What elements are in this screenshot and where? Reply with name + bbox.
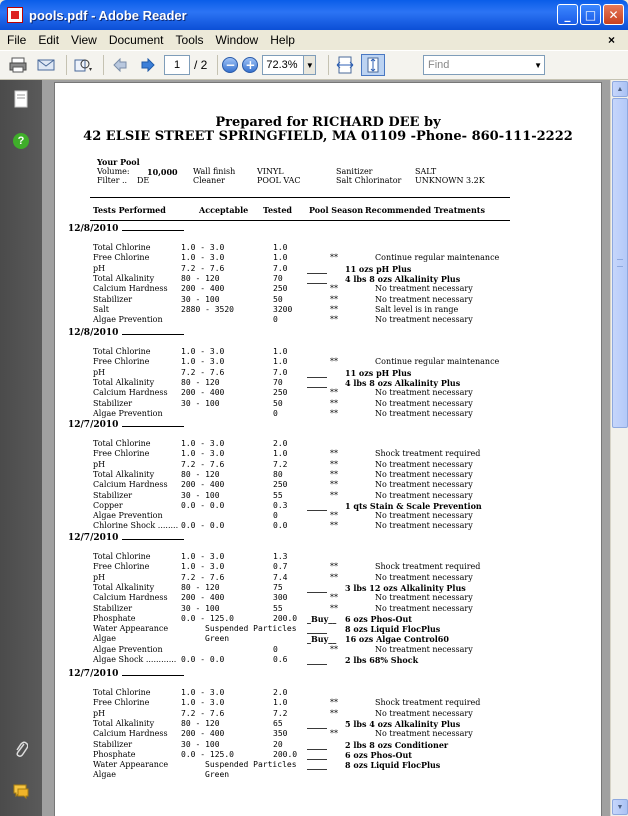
test-name: Water Appearance xyxy=(93,760,169,770)
season-mark: ** xyxy=(330,644,338,654)
toolbar xyxy=(0,50,628,80)
acceptable-range: 30 - 100 xyxy=(181,739,220,749)
season-mark: _____ xyxy=(307,739,327,750)
document-close-button[interactable]: × xyxy=(607,33,615,47)
chlorinator-value: UNKNOWN 3.2K xyxy=(415,176,485,185)
test-name: Stabilizer xyxy=(93,739,133,749)
tested-value: 0 xyxy=(273,644,278,654)
test-name: Stabilizer xyxy=(93,603,133,613)
date-text: 12/7/2010 xyxy=(68,420,119,430)
tested-value: 65 xyxy=(273,718,283,728)
maximize-button[interactable]: □ xyxy=(580,4,601,25)
tested-value: 0 xyxy=(273,408,278,418)
tested-value: 1.0 xyxy=(273,357,288,367)
test-name: pH xyxy=(93,708,106,718)
acceptable-range: 2880 - 3520 xyxy=(181,304,234,314)
season-mark: _Buy__ xyxy=(307,613,337,624)
previous-page-icon[interactable] xyxy=(108,54,132,76)
tested-value: 7.2 xyxy=(273,459,288,469)
wall-value: VINYL xyxy=(257,167,284,176)
tested-value: 1.3 xyxy=(273,552,288,561)
recommended-treatment: No treatment necessary xyxy=(375,315,473,325)
menu-edit[interactable]: Edit xyxy=(38,33,60,47)
date-underline xyxy=(122,419,184,427)
test-name: Free Chlorine xyxy=(93,562,150,572)
recommended-treatment: No treatment necessary xyxy=(375,459,473,469)
season-mark: ** xyxy=(330,708,338,718)
season-mark: _____ xyxy=(307,655,327,665)
season-mark: _____ xyxy=(307,377,327,388)
season-mark: _Buy__ xyxy=(307,634,337,645)
menu-help[interactable]: Help xyxy=(270,33,295,47)
acceptable-range: 0.0 - 125.0 xyxy=(181,613,234,623)
zoom-level-input[interactable]: 72.3% xyxy=(262,55,304,75)
tested-value: 0.6 xyxy=(273,655,288,664)
acceptable-range: 7.2 - 7.6 xyxy=(181,263,225,273)
cleaner-value: POOL VAC xyxy=(257,176,301,185)
page-total: / 2 xyxy=(194,58,208,72)
test-name: Total Alkalinity xyxy=(93,377,155,387)
zoom-in-icon[interactable]: + xyxy=(242,57,258,73)
test-name: Calcium Hardness xyxy=(93,593,168,603)
test-name: Total Alkalinity xyxy=(93,273,155,283)
season-mark: _____ xyxy=(307,263,327,274)
pages-icon[interactable] xyxy=(12,90,30,108)
find-input[interactable] xyxy=(423,55,545,75)
email-icon[interactable] xyxy=(34,54,58,76)
pool-heading: Your Pool xyxy=(97,157,140,167)
col-tested-header: Tested xyxy=(263,205,293,215)
season-mark: _____ xyxy=(307,749,327,760)
test-name: Total Alkalinity xyxy=(93,469,155,479)
cleaner-label: Cleaner xyxy=(193,176,225,185)
test-name: Calcium Hardness xyxy=(93,729,168,739)
recommended-treatment: No treatment necessary xyxy=(375,388,473,398)
toolbar-separator xyxy=(66,55,67,75)
recommended-treatment: 2 lbs 8 ozs Conditioner xyxy=(345,739,449,750)
test-name: Total Chlorine xyxy=(93,243,151,252)
tested-value: 2.0 xyxy=(273,688,288,697)
acceptable-range: 1.0 - 3.0 xyxy=(181,562,225,572)
scroll-down-icon[interactable]: ▼ xyxy=(612,799,628,815)
date-underline xyxy=(122,223,184,231)
acceptable-range: 1.0 - 3.0 xyxy=(181,552,225,561)
season-mark: ** xyxy=(330,294,338,304)
document-viewport[interactable] xyxy=(42,80,610,816)
recommended-treatment: 8 ozs Liquid FlocPlus xyxy=(345,760,441,771)
test-name: Algae Prevention xyxy=(93,315,163,325)
tested-value: 300 xyxy=(273,593,288,603)
recommended-treatment: 16 ozs Algae Control60 xyxy=(345,634,449,645)
tested-value: 1.0 xyxy=(273,243,288,252)
date-underline xyxy=(122,532,184,540)
find-placeholder: Find xyxy=(428,59,450,71)
zoom-out-icon[interactable]: − xyxy=(222,57,238,73)
fit-page-icon[interactable] xyxy=(361,54,385,76)
acceptable-range: 200 - 400 xyxy=(181,284,225,294)
season-mark: ** xyxy=(330,459,338,469)
acceptable-range: 7.2 - 7.6 xyxy=(181,459,225,469)
navigation-panel xyxy=(0,80,42,816)
test-name: Total Alkalinity xyxy=(93,718,155,728)
recommended-treatment: 11 ozs pH Plus xyxy=(345,367,412,378)
acceptable-range: Green xyxy=(205,634,230,644)
acceptable-range: 0.0 - 0.0 xyxy=(181,521,225,531)
recommended-treatment: No treatment necessary xyxy=(375,511,473,521)
comments-icon[interactable] xyxy=(12,782,30,800)
filter-value: DE xyxy=(137,176,150,185)
tested-value: 250 xyxy=(273,388,288,398)
season-mark: ** xyxy=(330,469,338,479)
acceptable-range: 7.2 - 7.6 xyxy=(181,367,225,377)
test-name: Algae xyxy=(93,634,116,644)
test-name: Total Chlorine xyxy=(93,439,151,448)
acceptable-range: 1.0 - 3.0 xyxy=(181,688,225,697)
season-mark: ** xyxy=(330,315,338,325)
tested-value: 0.7 xyxy=(273,562,288,572)
season-mark: _____ xyxy=(307,760,327,771)
tested-value: 55 xyxy=(273,490,283,500)
acceptable-range: Suspended Particles xyxy=(205,760,297,770)
col-tests-header: Tests Performed xyxy=(93,205,166,215)
menu-tools[interactable]: Tools xyxy=(175,33,204,47)
tested-value: 1.0 xyxy=(273,253,288,263)
acceptable-range: Green xyxy=(205,770,230,780)
recommended-treatment: No treatment necessary xyxy=(375,490,473,500)
title-bar xyxy=(0,0,628,30)
tested-value: 2.0 xyxy=(273,439,288,448)
season-mark: ** xyxy=(330,490,338,500)
season-mark: ** xyxy=(330,304,338,314)
tested-value: 50 xyxy=(273,294,283,304)
test-name: Copper xyxy=(93,500,123,510)
tested-value: 250 xyxy=(273,480,288,490)
acceptable-range: 80 - 120 xyxy=(181,273,220,283)
sanitizer-value: SALT xyxy=(415,167,437,176)
test-name: Total Chlorine xyxy=(93,688,151,697)
chlorinator-label: Salt Chlorinator xyxy=(336,176,402,185)
recommended-treatment: No treatment necessary xyxy=(375,408,473,418)
acceptable-range: 1.0 - 3.0 xyxy=(181,243,225,252)
date-text: 12/8/2010 xyxy=(68,328,119,338)
test-name: Salt xyxy=(93,304,110,314)
test-name: Algae Prevention xyxy=(93,644,163,654)
season-mark: ** xyxy=(330,388,338,398)
season-mark: ** xyxy=(330,572,338,582)
season-mark: _____ xyxy=(307,718,327,729)
next-page-icon[interactable] xyxy=(136,54,160,76)
season-mark: ** xyxy=(330,698,338,708)
season-mark: ** xyxy=(330,398,338,408)
season-mark: _____ xyxy=(307,582,327,593)
test-name: Free Chlorine xyxy=(93,357,150,367)
season-mark: ** xyxy=(330,408,338,418)
acceptable-range: 7.2 - 7.6 xyxy=(181,572,225,582)
acceptable-range: 30 - 100 xyxy=(181,490,220,500)
tested-value: 3200 xyxy=(273,304,293,314)
acceptable-range: 1.0 - 3.0 xyxy=(181,347,225,356)
recommended-treatment: No treatment necessary xyxy=(375,469,473,479)
season-mark: ** xyxy=(330,521,338,531)
header-top-rule xyxy=(90,197,510,198)
recommended-treatment: 3 lbs 12 ozs Alkalinity Plus xyxy=(345,582,466,593)
toolbar-separator xyxy=(103,55,104,75)
season-mark: ** xyxy=(330,729,338,739)
season-mark: _____ xyxy=(307,367,327,378)
date-text: 12/7/2010 xyxy=(68,669,119,679)
test-name: Phosphate xyxy=(93,749,136,759)
svg-text:▾: ▾ xyxy=(89,67,93,73)
scroll-up-icon[interactable]: ▲ xyxy=(612,81,628,97)
acceptable-range: 200 - 400 xyxy=(181,480,225,490)
test-name: Stabilizer xyxy=(93,294,133,304)
tested-value: 200.0 xyxy=(273,613,298,623)
acceptable-range: 200 - 400 xyxy=(181,593,225,603)
test-name: pH xyxy=(93,263,106,273)
col-recommended-header: Recommended Treatments xyxy=(365,205,485,215)
tested-value: 7.4 xyxy=(273,572,288,582)
address-heading: 42 ELSIE STREET SPRINGFIELD, MA 01109 -Phone- 860-111-2222 xyxy=(83,129,573,144)
tested-value: 350 xyxy=(273,729,288,739)
menu-document[interactable]: Document xyxy=(108,33,164,47)
acceptable-range: 1.0 - 3.0 xyxy=(181,253,225,263)
tested-value: 200.0 xyxy=(273,749,298,759)
acceptable-range: 30 - 100 xyxy=(181,294,220,304)
recommended-treatment: No treatment necessary xyxy=(375,603,473,613)
acceptable-range: 1.0 - 3.0 xyxy=(181,449,225,459)
recommended-treatment: No treatment necessary xyxy=(375,480,473,490)
season-mark: ** xyxy=(330,284,338,294)
test-name: pH xyxy=(93,459,106,469)
season-mark: ** xyxy=(330,562,338,572)
vertical-scrollbar[interactable] xyxy=(610,80,628,816)
sanitizer-label: Sanitizer xyxy=(336,167,373,176)
print-icon[interactable] xyxy=(6,54,30,76)
page-number-input[interactable]: 1 xyxy=(164,55,190,75)
season-mark: _____ xyxy=(307,273,327,284)
close-button[interactable]: ✕ xyxy=(603,4,624,25)
recommended-treatment: No treatment necessary xyxy=(375,572,473,582)
test-name: Free Chlorine xyxy=(93,253,150,263)
test-name: Algae Prevention xyxy=(93,511,163,521)
pdf-app-icon xyxy=(7,7,23,23)
tested-value: 75 xyxy=(273,582,283,592)
season-mark: _____ xyxy=(307,624,327,635)
acceptable-range: 30 - 100 xyxy=(181,603,220,613)
tested-value: 1.0 xyxy=(273,449,288,459)
menu-bar xyxy=(0,30,628,50)
test-name: Chlorine Shock ........ xyxy=(93,521,179,531)
recommended-treatment: 2 lbs 68% Shock xyxy=(345,655,419,665)
col-season-header: Pool Season xyxy=(309,205,364,215)
acceptable-range: Suspended Particles xyxy=(205,624,297,634)
minimize-button[interactable]: _ xyxy=(557,4,578,25)
tested-value: 80 xyxy=(273,469,283,479)
season-mark: _____ xyxy=(307,500,327,511)
volume-label: Volume: xyxy=(97,167,130,176)
test-name: pH xyxy=(93,572,106,582)
find-tool-icon[interactable] xyxy=(71,54,95,76)
pdf-page xyxy=(54,82,602,816)
date-underline xyxy=(122,327,184,335)
toolbar-separator xyxy=(217,55,218,75)
season-mark: ** xyxy=(330,603,338,613)
menu-view[interactable]: View xyxy=(71,33,97,47)
tested-value: 250 xyxy=(273,284,288,294)
acceptable-range: 1.0 - 3.0 xyxy=(181,357,225,367)
recommended-treatment: 6 ozs Phos-Out xyxy=(345,613,412,624)
acceptable-range: 80 - 120 xyxy=(181,377,220,387)
recommended-treatment: 4 lbs 8 ozs Alkalinity Plus xyxy=(345,273,461,284)
test-name: Total Chlorine xyxy=(93,552,151,561)
section-date xyxy=(68,223,184,234)
fit-width-icon[interactable] xyxy=(333,54,357,76)
recommended-treatment: Continue regular maintenance xyxy=(375,253,500,263)
recommended-treatment: No treatment necessary xyxy=(375,729,473,739)
recommended-treatment: No treatment necessary xyxy=(375,521,473,531)
test-name: Calcium Hardness xyxy=(93,388,168,398)
recommended-treatment: 1 qts Stain & Scale Prevention xyxy=(345,500,482,511)
acceptable-range: 7.2 - 7.6 xyxy=(181,708,225,718)
tested-value: 1.0 xyxy=(273,347,288,356)
filter-label: Filter .. xyxy=(97,176,128,185)
test-name: Algae xyxy=(93,770,116,780)
recommended-treatment: Salt level is in range xyxy=(375,304,459,314)
test-name: Stabilizer xyxy=(93,490,133,500)
prepared-for-heading: Prepared for RICHARD DEE by xyxy=(215,115,441,130)
test-name: Algae Shock ............ xyxy=(93,655,177,664)
test-name: pH xyxy=(93,367,106,377)
tested-value: 7.2 xyxy=(273,708,288,718)
acceptable-range: 200 - 400 xyxy=(181,729,225,739)
acceptable-range: 0.0 - 0.0 xyxy=(181,655,225,664)
acceptable-range: 0.0 - 125.0 xyxy=(181,749,234,759)
acceptable-range: 80 - 120 xyxy=(181,469,220,479)
recommended-treatment: No treatment necessary xyxy=(375,398,473,408)
section-date xyxy=(68,419,184,430)
volume-value: 10,000 xyxy=(147,167,178,177)
recommended-treatment: Shock treatment required xyxy=(375,562,481,572)
season-mark: ** xyxy=(330,593,338,603)
test-name: Total Chlorine xyxy=(93,347,151,356)
attachments-icon[interactable] xyxy=(12,740,30,758)
acceptable-range: 200 - 400 xyxy=(181,388,225,398)
recommended-treatment: Shock treatment required xyxy=(375,698,481,708)
section-date xyxy=(68,532,184,543)
recommended-treatment: Continue regular maintenance xyxy=(375,357,500,367)
toolbar-separator xyxy=(328,55,329,75)
tested-value: 7.0 xyxy=(273,263,288,273)
date-text: 12/7/2010 xyxy=(68,533,119,543)
section-date xyxy=(68,668,184,679)
date-text: 12/8/2010 xyxy=(68,224,119,234)
acceptable-range: 80 - 120 xyxy=(181,718,220,728)
acceptable-range: 1.0 - 3.0 xyxy=(181,698,225,708)
test-name: Water Appearance xyxy=(93,624,169,634)
recommended-treatment: No treatment necessary xyxy=(375,644,473,654)
zoom-dropdown-icon[interactable]: ▼ xyxy=(304,55,316,75)
tested-value: 20 xyxy=(273,739,283,749)
recommended-treatment: 4 lbs 8 ozs Alkalinity Plus xyxy=(345,377,461,388)
recommended-treatment: 5 lbs 4 ozs Alkalinity Plus xyxy=(345,718,461,729)
test-name: Stabilizer xyxy=(93,398,133,408)
acceptable-range: 0.0 - 0.0 xyxy=(181,500,225,510)
season-mark: ** xyxy=(330,480,338,490)
scroll-thumb[interactable] xyxy=(612,98,628,428)
help-icon[interactable]: ? xyxy=(12,132,30,150)
header-bottom-rule xyxy=(90,220,510,221)
tested-value: 55 xyxy=(273,603,283,613)
tested-value: 50 xyxy=(273,398,283,408)
test-name: Calcium Hardness xyxy=(93,284,168,294)
recommended-treatment: 8 ozs Liquid FlocPlus xyxy=(345,624,441,635)
season-mark: ** xyxy=(330,253,338,263)
recommended-treatment: Shock treatment required xyxy=(375,449,481,459)
test-name: Phosphate xyxy=(93,613,136,623)
recommended-treatment: No treatment necessary xyxy=(375,284,473,294)
window-title: pools.pdf - Adobe Reader xyxy=(29,7,187,23)
recommended-treatment: 6 ozs Phos-Out xyxy=(345,749,412,760)
test-name: Total Alkalinity xyxy=(93,582,155,592)
col-acceptable-header: Acceptable xyxy=(199,205,249,215)
section-date xyxy=(68,327,184,338)
season-mark: ** xyxy=(330,357,338,367)
tested-value: 0 xyxy=(273,315,278,325)
recommended-treatment: No treatment necessary xyxy=(375,708,473,718)
test-name: Free Chlorine xyxy=(93,449,150,459)
tested-value: 7.0 xyxy=(273,367,288,377)
acceptable-range: 30 - 100 xyxy=(181,398,220,408)
acceptable-range: 1.0 - 3.0 xyxy=(181,439,225,448)
tested-value: 0.3 xyxy=(273,500,288,510)
tested-value: 1.0 xyxy=(273,698,288,708)
tested-value: 0 xyxy=(273,511,278,521)
acceptable-range: 80 - 120 xyxy=(181,582,220,592)
recommended-treatment: 11 ozs pH Plus xyxy=(345,263,412,274)
tested-value: 70 xyxy=(273,377,283,387)
menu-window[interactable]: Window xyxy=(215,33,259,47)
date-underline xyxy=(122,668,184,676)
test-name: Calcium Hardness xyxy=(93,480,168,490)
tested-value: 70 xyxy=(273,273,283,283)
season-mark: ** xyxy=(330,511,338,521)
test-name: Free Chlorine xyxy=(93,698,150,708)
find-dropdown-icon[interactable]: ▼ xyxy=(534,60,542,70)
tested-value: 0.0 xyxy=(273,521,288,531)
recommended-treatment: No treatment necessary xyxy=(375,593,473,603)
season-mark: ** xyxy=(330,449,338,459)
test-name: Algae Prevention xyxy=(93,408,163,418)
wall-label: Wall finish xyxy=(193,167,236,176)
recommended-treatment: No treatment necessary xyxy=(375,294,473,304)
menu-file[interactable]: File xyxy=(7,33,27,47)
